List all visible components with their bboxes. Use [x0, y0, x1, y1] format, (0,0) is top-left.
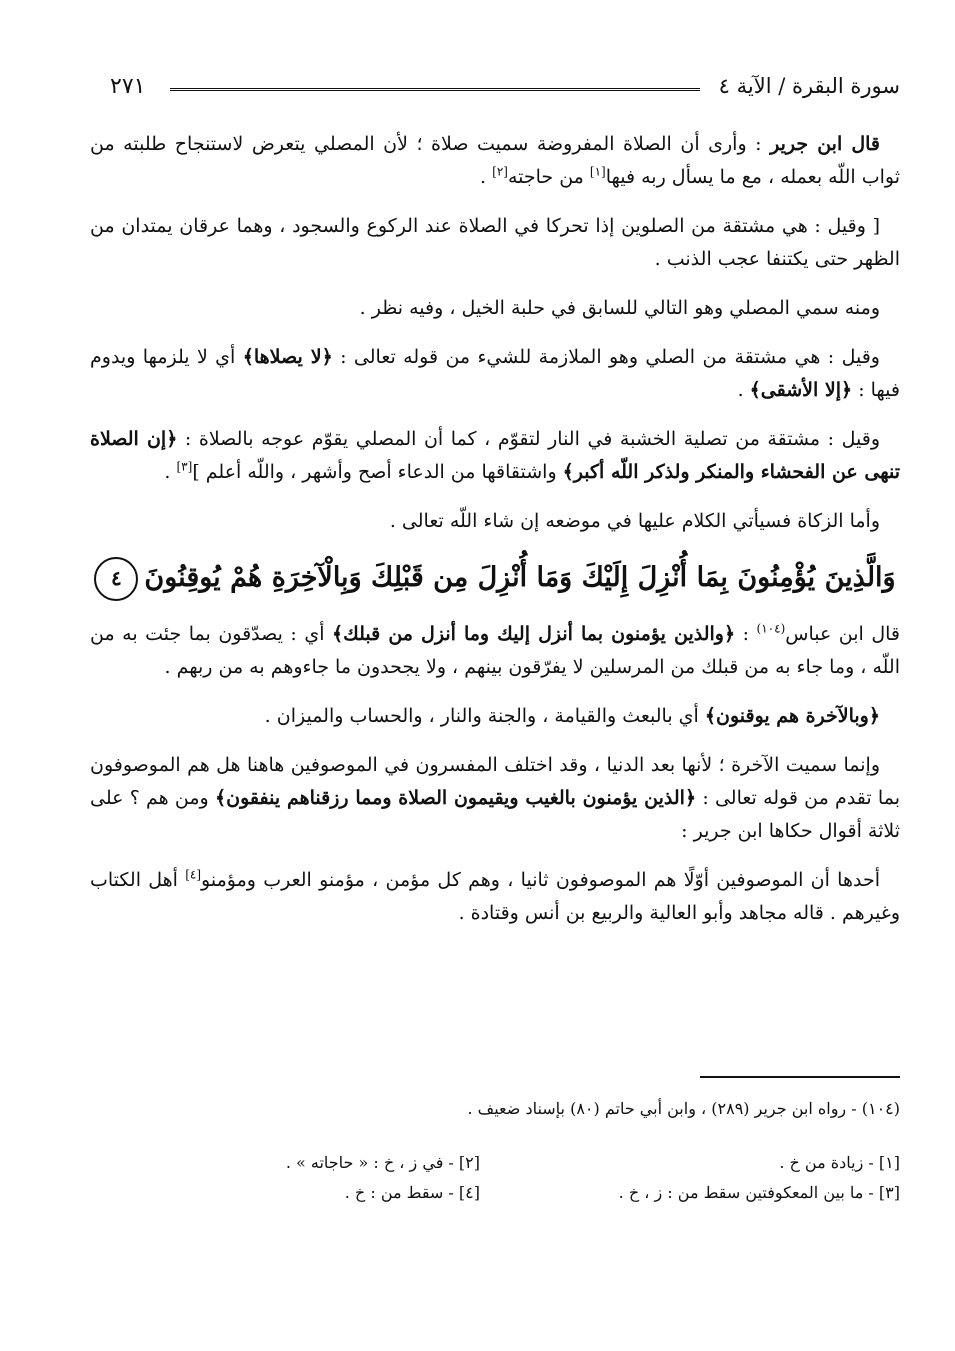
paragraph-text: أهل الكتاب وغيرهم . قاله مجاهد وأبو العالية والربيع بن أنس وقتادة . — [90, 869, 900, 924]
paragraph-text: وقيل : هي مشتقة من الصلي وهو الملازمة للشيء من قوله تعالى : — [332, 346, 880, 368]
paragraph-8 — [90, 700, 900, 733]
quran-quote: ﴿الذين يؤمنون بالغيب ويقيمون الصلاة ومما رزقناهم ينفقون﴾ — [214, 787, 697, 809]
book-page — [90, 60, 900, 1300]
footnote-marker: [٤] — [185, 867, 202, 882]
footnote-item: [٣] - ما بين المعكوفتين سقط من : ز ، خ . — [618, 1183, 900, 1202]
paragraph-text: : وأرى أن الصلاة المفروضة سميت صلاة ؛ لأن المصلي يتعرض لاستنجاح طلبته من ثواب اللّه بعمله ، مع ما يسأل ربه فيها — [90, 133, 900, 188]
paragraph-text: من حاجته — [507, 166, 590, 188]
footnote-reference: (١٠٤) - رواه ابن جرير (٢٨٩) ، وابن أبي حاتم (٨٠) بإسناد ضعيف . — [467, 1099, 900, 1118]
paragraph-text: قال ابن عباس — [785, 623, 901, 645]
quran-quote: ﴿وبالآخرة هم يوقنون﴾ — [704, 705, 880, 727]
main-text — [90, 128, 900, 946]
paragraph-text: وإنما سميت الآخرة ؛ لأنها بعد الدنيا ، وقد اختلف المفسرون في الموصوفين هاهنا هل هم الموصوفون بما تقدم من قوله تعالى : — [90, 754, 900, 809]
paragraph-2: [ وقيل : هي مشتقة من الصلوين إذا تحركا في الصلاة عند الركوع والسجود ، وهما عرقان يمتدان من الظهر حتى يكتنفا عجب الذنب . — [90, 215, 900, 270]
quran-verse — [90, 554, 900, 602]
paragraph-text: واشتقاقها من الدعاء أصح وأشهر ، واللّه أعلم ] — [192, 461, 563, 483]
footnote-item: [٢] - في ز ، خ : « حاجاته » . — [285, 1153, 480, 1172]
paragraph-text: أحدها أن الموصوفين أوّلًا هم الموصوفون ثانيا ، وهم كل مؤمن ، مؤمنو العرب ومؤمنو — [201, 869, 880, 891]
paragraph-3: ومنه سمي المصلي وهو التالي للسابق في حلبة الخيل ، وفيه نظر . — [359, 297, 880, 319]
footnote-marker: [٣] — [176, 459, 193, 474]
paragraph-end: . — [737, 379, 750, 401]
paragraph-end: . — [480, 166, 493, 188]
paragraph-7 — [90, 618, 900, 684]
paragraph-text: ومن هم ؟ على ثلاثة أقوال حكاها ابن جرير : — [90, 787, 900, 842]
paragraph-9 — [90, 749, 900, 848]
paragraph-6: وأما الزكاة فسيأتي الكلام عليها في موضعه إن شاء اللّه تعالى . — [389, 510, 880, 532]
page-number: ٢٧١ — [110, 74, 146, 99]
running-title: سورة البقرة / الآية ٤ — [718, 74, 900, 98]
footnote-item: [١] - زيادة من خ . — [779, 1153, 900, 1172]
footnote-list — [90, 1150, 900, 1206]
paragraph-10 — [90, 864, 900, 930]
header-rule — [170, 88, 700, 91]
quran-quote: ﴿والذين يؤمنون بما أنزل إليك وما أنزل من قبلك﴾ — [331, 623, 736, 645]
ayah-number-marker: ٤ — [94, 557, 138, 601]
footnote-marker: [١] — [589, 164, 606, 179]
paragraph-lead: قال ابن جرير — [770, 133, 881, 155]
paragraph-text: أي : يصدّقون بما جئت به من اللّه ، وما جاء به من قبلك من المرسلين لا يفرّقون بينهم ، ولا يجحدون ما جاءوهم به من ربهم . — [90, 623, 900, 678]
paragraph-text: أي لا يلزمها ويدوم فيها : — [90, 346, 900, 401]
paragraph-text: : — [735, 623, 757, 645]
paragraph-4 — [90, 341, 900, 407]
footnote-divider — [700, 1076, 900, 1078]
page-header — [90, 68, 900, 104]
footnotes-section — [90, 1076, 900, 1206]
quran-quote: ﴿إن الصلاة تنهى عن الفحشاء والمنكر ولذكر اللّه أكبر﴾ — [90, 428, 900, 483]
paragraph-text: أي بالبعث والقيامة ، والجنة والنار ، والحساب والميزان . — [264, 705, 705, 727]
quran-quote: ﴿إلا الأشقى﴾ — [749, 379, 853, 401]
quran-quote: ﴿لا يصلاها﴾ — [242, 346, 333, 368]
paragraph-5 — [90, 423, 900, 489]
reference-marker: (١٠٤) — [756, 621, 786, 636]
paragraph-end: . — [164, 461, 177, 483]
footnote-item: [٤] - سقط من : خ . — [344, 1183, 480, 1202]
paragraph-text: وقيل : مشتقة من تصلية الخشبة في النار لتقوّم ، كما أن المصلي يقوّم عوجه بالصلاة : — [177, 428, 880, 450]
paragraph-1 — [90, 128, 900, 194]
footnote-marker: [٢] — [492, 164, 508, 179]
verse-text: وَالَّذِينَ يُؤْمِنُونَ بِمَا أُنْزِلَ إِلَيْكَ وَمَا أُنْزِلَ مِن قَبْلِكَ وَبِالْآخِرَةِ هُمْ يُوقِنُونَ — [144, 562, 896, 593]
